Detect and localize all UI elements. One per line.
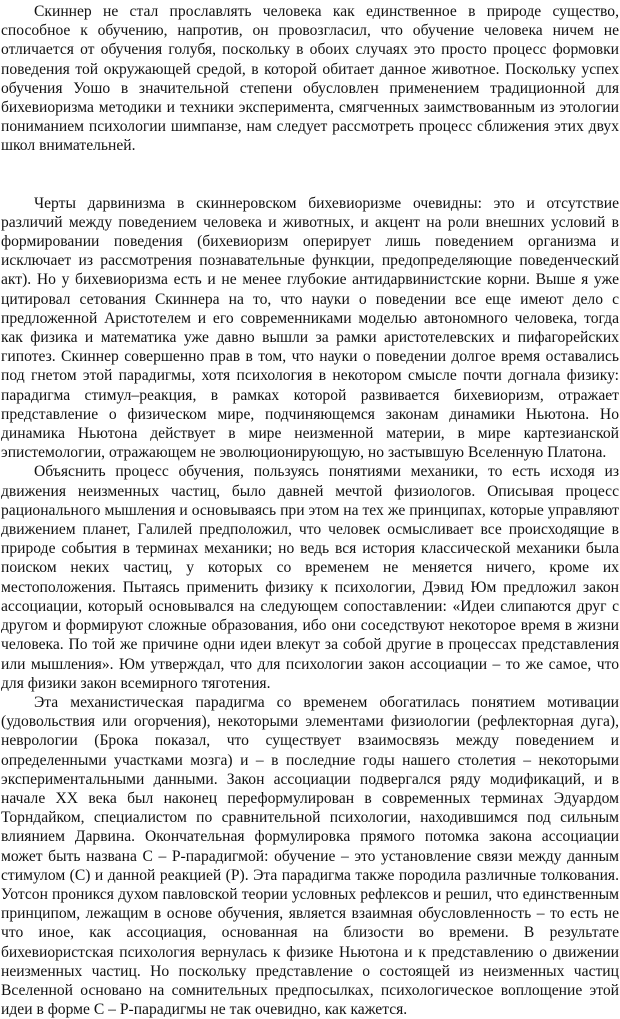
paragraph-3: Объяснить процесс обучения, пользуясь понятиями механики, то есть исходя из движения неизменных частиц, было давней мечтой физиологов. Описывая процесс рационального мышления и основываясь при этом на тех же принципах, которые управляют движением планет, Галилей предположил, что человек осмысливает все происходящие в природе события в терминах механики; но ведь вся история классической механики была поиском неких частиц, у которых со временем не меняется ничего, кроме их местоположения. Пытаясь применить физику к психологии, Дэвид Юм предложил закон ассоциации, который основывался на следующем сопоставлении: «Идеи слипаются друг с другом и формируют сложные образования, ибо они соседствуют некоторое время в жизни человека. По той же причине одни идеи влекут за собой другие в процессах представления или мышления». Юм утверждал, что для психологии закон ассоциации – то же самое, что для физики закон всемирного тяготения. <box>1 463 619 692</box>
paragraph-4: Эта механистическая парадигма со временем обогатилась понятием мотивации (удовольствия или огорчения), некоторыми элементами физиологии (рефлекторная дуга), неврологии (Брока показал, что существует взаимосвязь между поведением и определенными участками мозга) и – в последние годы нашего столетия – некоторыми экспериментальными данными. Закон ассоциации подвергался ряду модификаций, и в начале XX века был наконец переформулирован в современных терминах Эдуардом Торндайком, специалистом по сравнительной психологии, находившимся под сильным влиянием Дарвина. Окончательная формулировка прямого потомка закона ассоциации может быть названа С – Р-парадигмой: обучение – это установление связи между данным стимулом (С) и данной реакцией (Р). Эта парадигма также породила различные толкования. Уотсон проникся духом павловской теории условных рефлексов и решил, что единственным принципом, лежащим в основе обучения, является взаимная обусловленность – то есть не что иное, как ассоциация, основанная на близости во времени. В результате бихевиористская психология вернулась к физике Ньютона и к представлению о движении неизменных частиц. Но поскольку представление о состоящей из неизменных частиц Вселенной основано на сомнительных предпосылках, психологическое воплощение этой идеи в форме С – Р-парадигмы не так очевидно, как кажется. <box>1 693 619 1019</box>
paragraph-1: Скиннер не стал прославлять человека как единственное в природе существо, способное к обучению, напротив, он провозгласил, что обучение человека ничем не отличается от обучения голубя, поскольку в обоих случаях это просто процесс формовки поведения той окружающей средой, в которой обитает данное животное. Поскольку успех обучения Уошо в значительной степени обусловлен применением традиционной для бихевиоризма методики и техники эксперимента, смягченных заимствованным из этологии пониманием психологии шимпанзе, нам следует рассмотреть процесс сближения этих двух школ внимательней. <box>1 3 619 155</box>
paragraph-gap <box>1 156 619 194</box>
paragraph-2: Черты дарвинизма в скиннеровском бихевиоризме очевидны: это и отсутствие различий между поведением человека и животных, и акцент на роли внешних условий в формировании поведения (бихевиоризм оперирует лишь поведением организма и исключает из рассмотрения познавательные функции, предопределяющие поведенческий акт). Но у бихевиоризма есть и не менее глубокие антидарвинистские корни. Выше я уже цитировал сетования Скиннера на то, что науки о поведении все еще имеют дело с предложенной Аристотелем и его современниками моделью автономного человека, тогда как физика и математика уже давно вышли за рамки аристотелевских и пифагорейских гипотез. Скиннер совершенно прав в том, что науки о поведении долгое время оставались под гнетом этой парадигмы, хотя психология в некотором смысле почти догнала физику: парадигма стимул–реакция, в рамках которой развивается бихевиоризм, отражает представление о физическом мире, подчиняющемся законам динамики Ньютона. Но динамика Ньютона действует в мире неизменной материи, в мире картезианской эпистемологии, отражающем не эволюционирующую, но застывшую Вселенную Платона. <box>1 194 619 462</box>
